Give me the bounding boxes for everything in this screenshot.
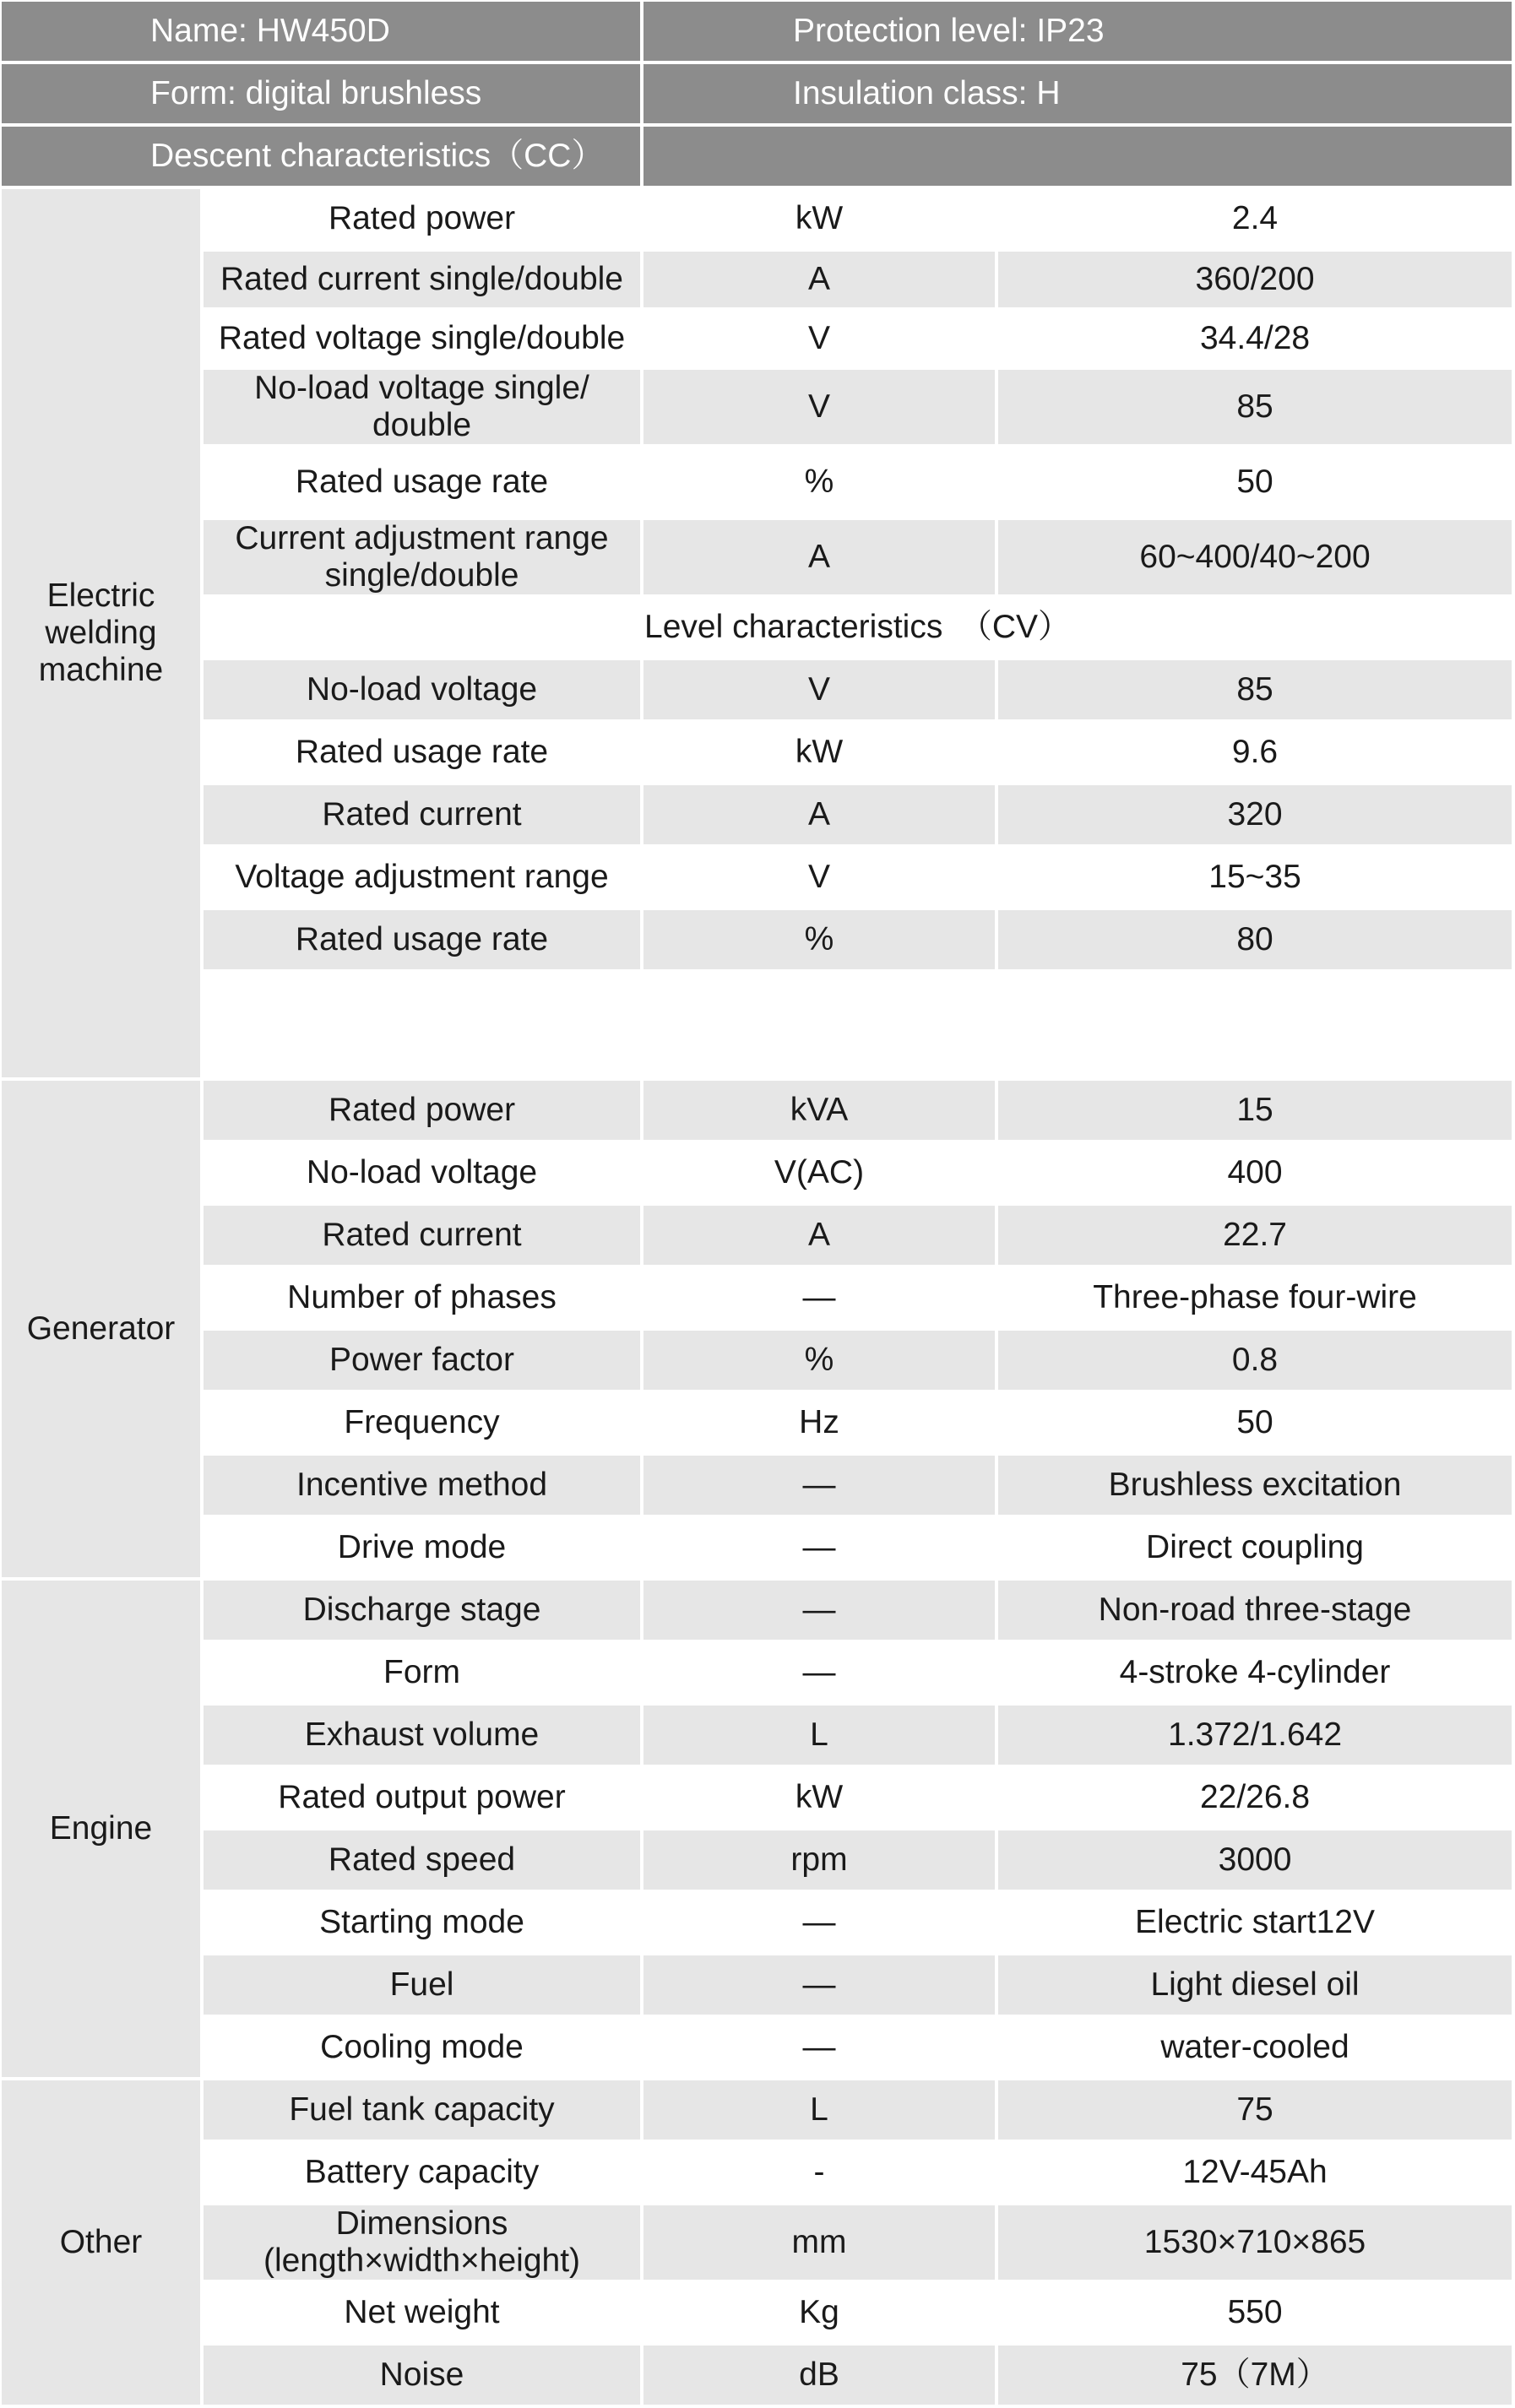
param-unit: dB (643, 2346, 998, 2408)
param-value: 85 (998, 660, 1512, 723)
param-value: 75 (998, 2080, 1512, 2143)
param-unit: kVA (643, 1081, 998, 1143)
param-value: 400 (998, 1143, 1512, 1206)
param-name: Rated power (204, 189, 643, 252)
param-name: Fuel tank capacity (204, 2080, 643, 2143)
group-label-engine: Engine (2, 1581, 204, 2080)
param-name: Net weight (204, 2283, 643, 2346)
param-unit: V (643, 311, 998, 370)
param-unit: — (643, 1268, 998, 1331)
group-label-other: Other (2, 2080, 204, 2408)
param-value: Direct coupling (998, 1518, 1512, 1581)
param-name: Incentive method (204, 1456, 643, 1518)
param-unit: kW (643, 1768, 998, 1830)
param-unit: % (643, 447, 998, 520)
param-name: Rated usage rate (204, 910, 643, 973)
param-value: 80 (998, 910, 1512, 973)
param-name: Cooling mode (204, 2018, 643, 2080)
level-characteristics-title: Level characteristics （CV） (204, 598, 1512, 660)
table-row (2, 2143, 1512, 2205)
param-name: Voltage adjustment range (204, 848, 643, 910)
param-name: No-load voltage single/ double (204, 370, 643, 447)
param-value: Three-phase four-wire (998, 1268, 1512, 1331)
header-row (2, 127, 1512, 189)
param-unit: % (643, 910, 998, 973)
table-row (2, 1268, 1512, 1331)
param-name: Exhaust volume (204, 1706, 643, 1768)
table-row (2, 370, 1512, 447)
param-name: Form (204, 1643, 643, 1706)
insulation-class: Insulation class: H (643, 64, 1512, 127)
param-name: Rated current (204, 1206, 643, 1268)
param-unit: kW (643, 723, 998, 785)
table-row (2, 2346, 1512, 2408)
param-unit: kW (643, 189, 998, 252)
param-value: 9.6 (998, 723, 1512, 785)
param-unit: — (643, 1581, 998, 1643)
param-value: 550 (998, 2283, 1512, 2346)
param-name: Number of phases (204, 1268, 643, 1331)
param-value: 0.8 (998, 1331, 1512, 1393)
param-value: 60~400/40~200 (998, 520, 1512, 598)
table-row (2, 1081, 1512, 1143)
param-name: Rated output power (204, 1768, 643, 1830)
param-name: Starting mode (204, 1893, 643, 1955)
param-value: 12V-45Ah (998, 2143, 1512, 2205)
spacer-cell (204, 973, 1512, 1027)
table-row (2, 1143, 1512, 1206)
param-value: 1530×710×865 (998, 2205, 1512, 2283)
param-value: 3000 (998, 1830, 1512, 1893)
param-value: 320 (998, 785, 1512, 848)
table-row (2, 1955, 1512, 2018)
param-unit: Kg (643, 2283, 998, 2346)
param-value: 360/200 (998, 252, 1512, 311)
param-name: Battery capacity (204, 2143, 643, 2205)
section-subheader (2, 598, 1512, 660)
table-row (2, 1643, 1512, 1706)
table-row (2, 2080, 1512, 2143)
param-name: Discharge stage (204, 1581, 643, 1643)
param-name: Rated current (204, 785, 643, 848)
param-unit: — (643, 2018, 998, 2080)
header-row (2, 64, 1512, 127)
param-unit: A (643, 252, 998, 311)
param-name: Rated speed (204, 1830, 643, 1893)
param-unit: A (643, 520, 998, 598)
table-row (2, 785, 1512, 848)
param-value: 4-stroke 4-cylinder (998, 1643, 1512, 1706)
param-name: No-load voltage (204, 660, 643, 723)
param-unit: — (643, 1893, 998, 1955)
table-row (2, 189, 1512, 252)
table-row (2, 1206, 1512, 1268)
group-label-welding: Electric welding machine (2, 189, 204, 1081)
table-row (2, 2283, 1512, 2346)
param-unit: — (643, 1518, 998, 1581)
descent-characteristics: Descent characteristics（CC） (2, 127, 643, 189)
param-value: 22.7 (998, 1206, 1512, 1268)
param-unit: A (643, 1206, 998, 1268)
param-value: 75（7M） (998, 2346, 1512, 2408)
header-empty-cell (643, 127, 1512, 189)
param-value: water-cooled (998, 2018, 1512, 2080)
table-row (2, 660, 1512, 723)
param-unit: rpm (643, 1830, 998, 1893)
table-row (2, 252, 1512, 311)
param-value: 34.4/28 (998, 311, 1512, 370)
table-row (2, 1893, 1512, 1955)
param-unit: % (643, 1331, 998, 1393)
param-unit: — (643, 1643, 998, 1706)
param-unit: V (643, 848, 998, 910)
param-name: Rated usage rate (204, 723, 643, 785)
group-label-generator: Generator (2, 1081, 204, 1581)
table-row (2, 848, 1512, 910)
header-row (2, 2, 1512, 64)
param-value: Non-road three-stage (998, 1581, 1512, 1643)
param-name: No-load voltage (204, 1143, 643, 1206)
protection-level: Protection level: IP23 (643, 2, 1512, 64)
table-row (2, 447, 1512, 520)
param-unit: V(AC) (643, 1143, 998, 1206)
param-value: 50 (998, 1393, 1512, 1456)
param-value: 15~35 (998, 848, 1512, 910)
param-value: 22/26.8 (998, 1768, 1512, 1830)
table-row (2, 520, 1512, 598)
param-unit: V (643, 370, 998, 447)
param-value: 15 (998, 1081, 1512, 1143)
model-name: Name: HW450D (2, 2, 643, 64)
param-value: Brushless excitation (998, 1456, 1512, 1518)
spec-table (2, 2, 1512, 2408)
table-row-spacer (2, 973, 1512, 1027)
form-type: Form: digital brushless (2, 64, 643, 127)
param-name: Rated power (204, 1081, 643, 1143)
param-unit: A (643, 785, 998, 848)
param-value: 1.372/1.642 (998, 1706, 1512, 1768)
param-unit: V (643, 660, 998, 723)
table-row (2, 2205, 1512, 2283)
table-row (2, 1518, 1512, 1581)
param-name: Rated current single/double (204, 252, 643, 311)
param-name: Rated voltage single/double (204, 311, 643, 370)
param-unit: — (643, 1955, 998, 2018)
param-name: Noise (204, 2346, 643, 2408)
param-value: 85 (998, 370, 1512, 447)
table-row (2, 1456, 1512, 1518)
param-name: Fuel (204, 1955, 643, 2018)
param-value: Electric start12V (998, 1893, 1512, 1955)
table-row-spacer (2, 1027, 1512, 1081)
param-name: Current adjustment range single/double (204, 520, 643, 598)
table-row (2, 1706, 1512, 1768)
table-row (2, 723, 1512, 785)
table-row (2, 1581, 1512, 1643)
table-row (2, 1830, 1512, 1893)
param-unit: Hz (643, 1393, 998, 1456)
param-unit: L (643, 1706, 998, 1768)
param-name: Drive mode (204, 1518, 643, 1581)
param-name: Dimensions (length×width×height) (204, 2205, 643, 2283)
table-row (2, 1393, 1512, 1456)
param-unit: mm (643, 2205, 998, 2283)
spacer-cell (204, 1027, 1512, 1081)
table-row (2, 311, 1512, 370)
param-value: 2.4 (998, 189, 1512, 252)
table-row (2, 1331, 1512, 1393)
param-unit: — (643, 1456, 998, 1518)
param-unit: L (643, 2080, 998, 2143)
param-name: Frequency (204, 1393, 643, 1456)
param-name: Power factor (204, 1331, 643, 1393)
param-name: Rated usage rate (204, 447, 643, 520)
param-value: 50 (998, 447, 1512, 520)
table-row (2, 2018, 1512, 2080)
table-row (2, 910, 1512, 973)
table-row (2, 1768, 1512, 1830)
param-unit: - (643, 2143, 998, 2205)
param-value: Light diesel oil (998, 1955, 1512, 2018)
